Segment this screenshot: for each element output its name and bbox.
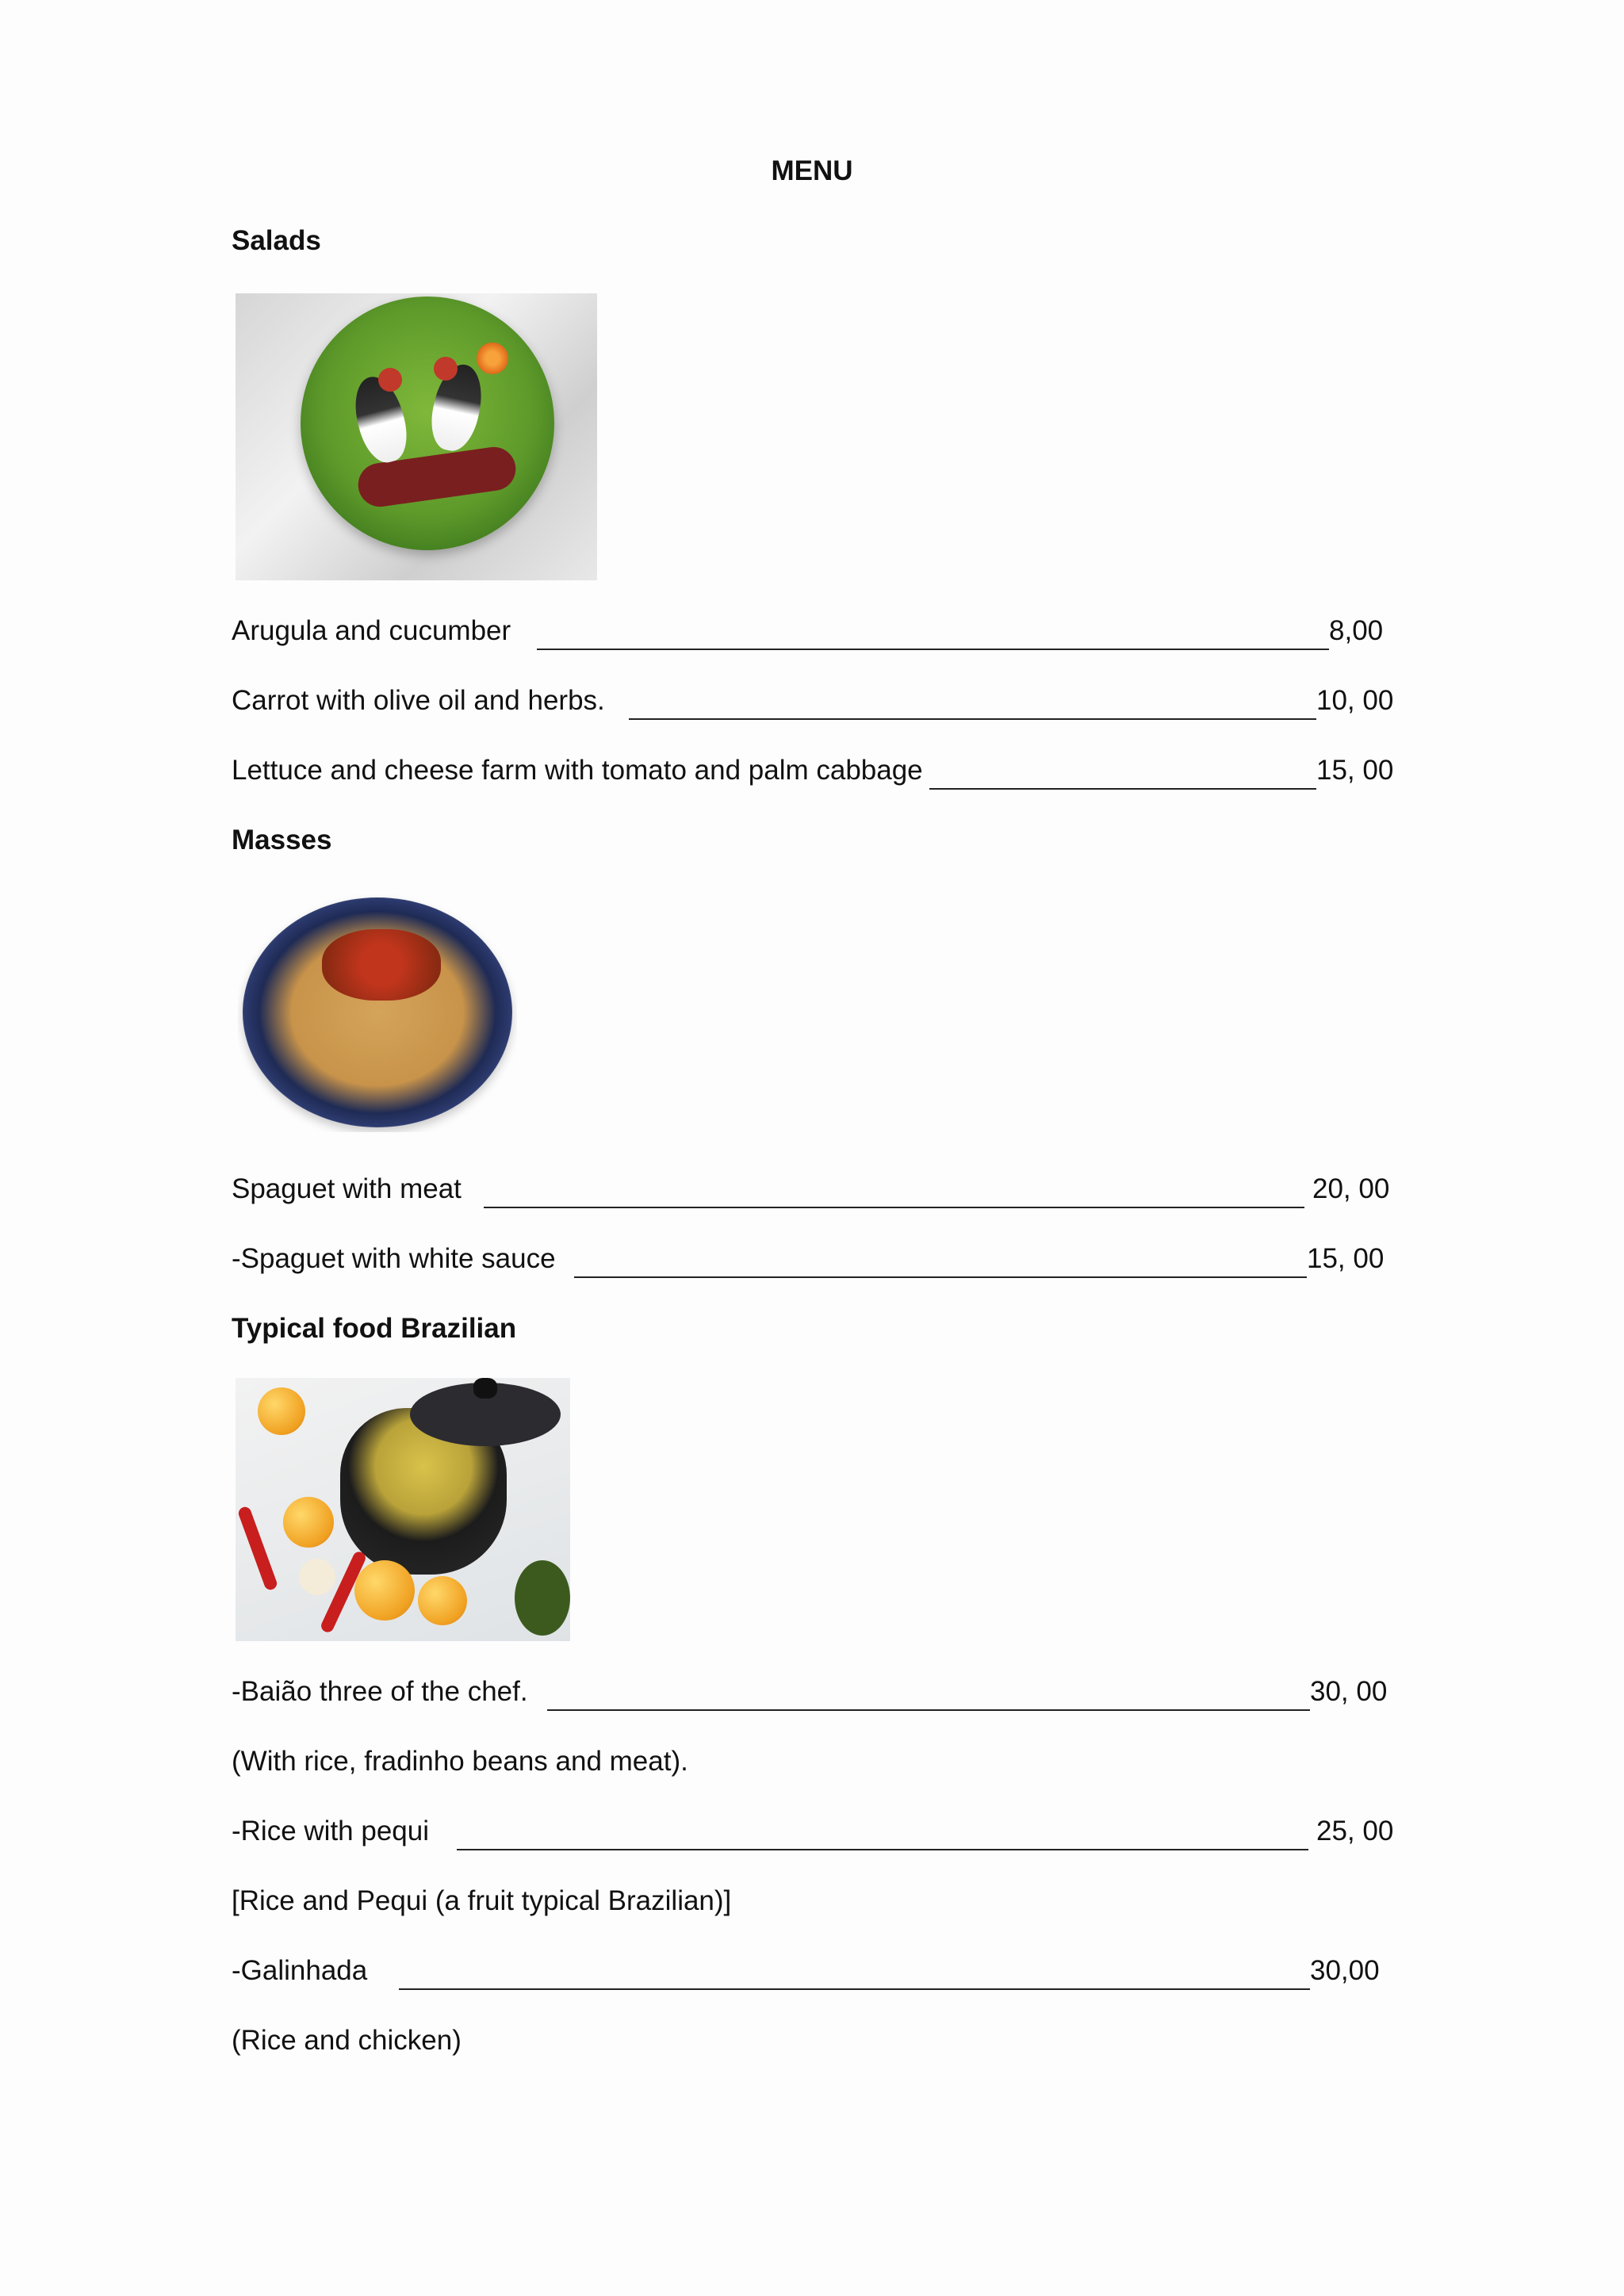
garlic (299, 1559, 335, 1595)
leader-line (457, 1849, 1308, 1850)
menu-item-spaguet-meat: Spaguet with meat (232, 1173, 462, 1204)
pasta-bowl (243, 897, 512, 1127)
price-spaguet-meat: 20, 00 (1312, 1173, 1390, 1204)
pequi-fruit (258, 1387, 305, 1435)
price-spaguet-white: 15, 00 (1307, 1243, 1385, 1274)
price-arugula: 8,00 (1329, 615, 1384, 646)
leader-line (929, 788, 1316, 790)
flower-garnish (477, 342, 508, 374)
menu-item-galinhada: -Galinhada (232, 1955, 368, 1986)
pequi-fruit (418, 1576, 467, 1625)
bird-left-head (378, 368, 402, 392)
page-title: MENU (771, 155, 853, 186)
item-note-baiao: (With rice, fradinho beans and meat). (232, 1746, 688, 1777)
pasta-sauce (322, 929, 441, 1001)
leader-line (629, 718, 1316, 720)
leader-line (399, 1988, 1310, 1990)
pasta-photo (238, 894, 517, 1132)
menu-item-baiao: -Baião three of the chef. (232, 1676, 528, 1707)
menu-item-spaguet-white: -Spaguet with white sauce (232, 1243, 556, 1274)
leader-line (537, 649, 1329, 650)
menu-item-lettuce: Lettuce and cheese farm with tomato and palm cabbage (232, 755, 923, 786)
leader-line (484, 1207, 1304, 1208)
leader-line (574, 1276, 1307, 1278)
pot-lid-knob (473, 1378, 497, 1399)
price-baiao: 30, 00 (1310, 1676, 1388, 1707)
menu-item-arugula: Arugula and cucumber (232, 615, 511, 646)
price-galinhada: 30,00 (1310, 1955, 1380, 1986)
leader-line (547, 1709, 1310, 1711)
avocado (515, 1560, 570, 1636)
price-lettuce: 15, 00 (1316, 755, 1394, 786)
bird-right-head (434, 357, 458, 381)
brazilian-food-photo (236, 1378, 570, 1641)
red-pepper (237, 1506, 279, 1592)
pequi-fruit (354, 1560, 415, 1621)
menu-item-rice-pequi: -Rice with pequi (232, 1816, 429, 1846)
price-rice-pequi: 25, 00 (1316, 1816, 1394, 1846)
section-heading-brazilian: Typical food Brazilian (232, 1313, 517, 1344)
pequi-fruit (283, 1497, 334, 1548)
salad-photo (236, 293, 597, 580)
section-heading-masses: Masses (232, 825, 332, 855)
item-note-rice-pequi: [Rice and Pequi (a fruit typical Brazilian)] (232, 1885, 732, 1916)
price-carrot: 10, 00 (1316, 685, 1394, 716)
item-note-galinhada: (Rice and chicken) (232, 2025, 462, 2056)
salad-plate (301, 297, 554, 550)
menu-item-carrot: Carrot with olive oil and herbs. (232, 685, 605, 716)
section-heading-salads: Salads (232, 225, 321, 256)
